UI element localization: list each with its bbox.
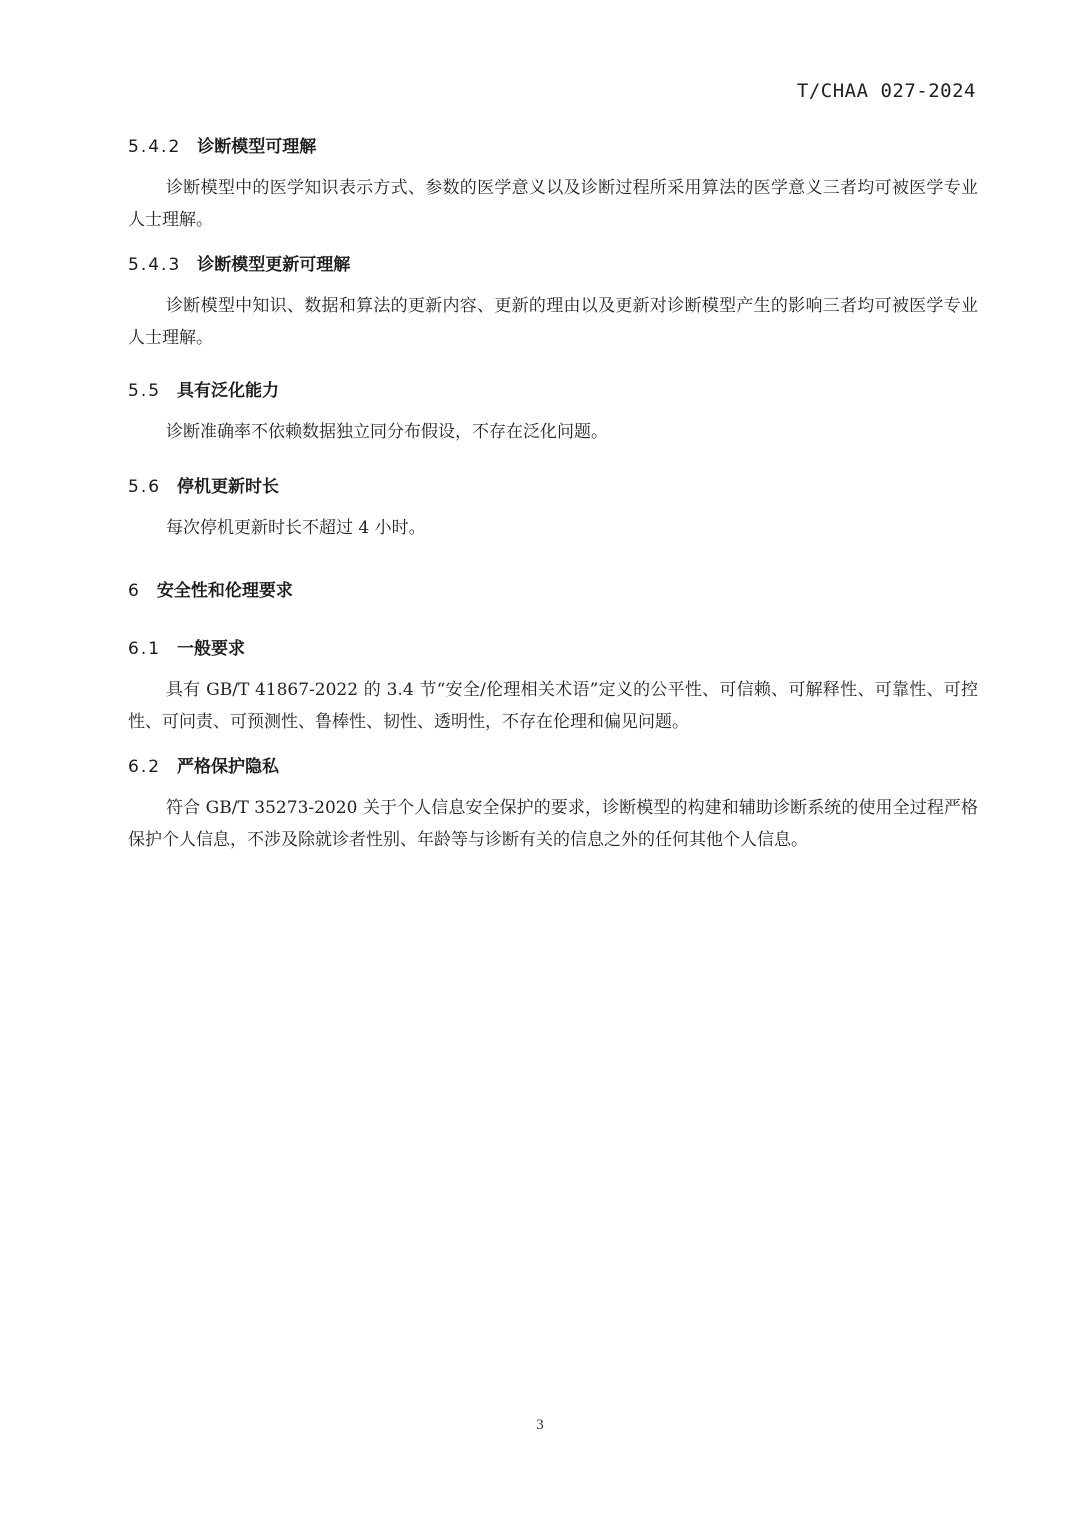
chapter-number: 6 xyxy=(128,581,141,601)
section-body-5-4-2: 诊断模型中的医学知识表示方式、参数的医学意义以及诊断过程所采用算法的医学意义三者均可被医学专业人士理解。 xyxy=(128,178,978,230)
page-number: 3 xyxy=(536,1417,544,1433)
section-number: 6.1 xyxy=(128,639,162,659)
document-code: T/CHAA 027-2024 xyxy=(796,80,976,102)
section-number: 6.2 xyxy=(128,757,162,777)
section-title: 具有泛化能力 xyxy=(177,381,280,401)
section-heading-6-2 xyxy=(128,752,279,777)
section-title: 诊断模型更新可理解 xyxy=(197,255,351,275)
section-number: 5.4.2 xyxy=(128,137,182,157)
chapter-title: 安全性和伦理要求 xyxy=(156,581,293,601)
section-title: 停机更新时长 xyxy=(177,477,280,497)
chapter-heading-6 xyxy=(128,576,293,601)
section-heading-5-4-2 xyxy=(128,132,316,157)
section-heading-5-5 xyxy=(128,376,279,401)
section-number: 5.6 xyxy=(128,477,162,497)
section-body-6-2: 符合 GB/T 35273-2020 关于个人信息安全保护的要求，诊断模型的构建和辅助诊断系统的使用全过程严格保护个人信息，不涉及除就诊者性别、年龄等与诊断有关的信息之外的任何其他个人信息。 xyxy=(128,798,978,850)
section-title: 一般要求 xyxy=(177,639,246,659)
section-body-5-5: 诊断准确率不依赖数据独立同分布假设，不存在泛化问题。 xyxy=(166,422,608,442)
section-heading-6-1 xyxy=(128,634,245,659)
section-number: 5.4.3 xyxy=(128,255,182,275)
section-number: 5.5 xyxy=(128,381,162,401)
section-body-5-4-3: 诊断模型中知识、数据和算法的更新内容、更新的理由以及更新对诊断模型产生的影响三者均可被医学专业人士理解。 xyxy=(128,296,978,348)
section-body-5-6: 每次停机更新时长不超过 4 小时。 xyxy=(166,518,426,538)
section-heading-5-6 xyxy=(128,472,279,497)
section-title: 严格保护隐私 xyxy=(177,757,280,777)
section-heading-5-4-3 xyxy=(128,250,350,275)
section-title: 诊断模型可理解 xyxy=(197,137,317,157)
section-body-6-1: 具有 GB/T 41867-2022 的 3.4 节“安全/伦理相关术语”定义的公平性、可信赖、可解释性、可靠性、可控性、可问责、可预测性、鲁棒性、韧性、透明性，不存在伦理和偏见问题。 xyxy=(128,680,978,732)
